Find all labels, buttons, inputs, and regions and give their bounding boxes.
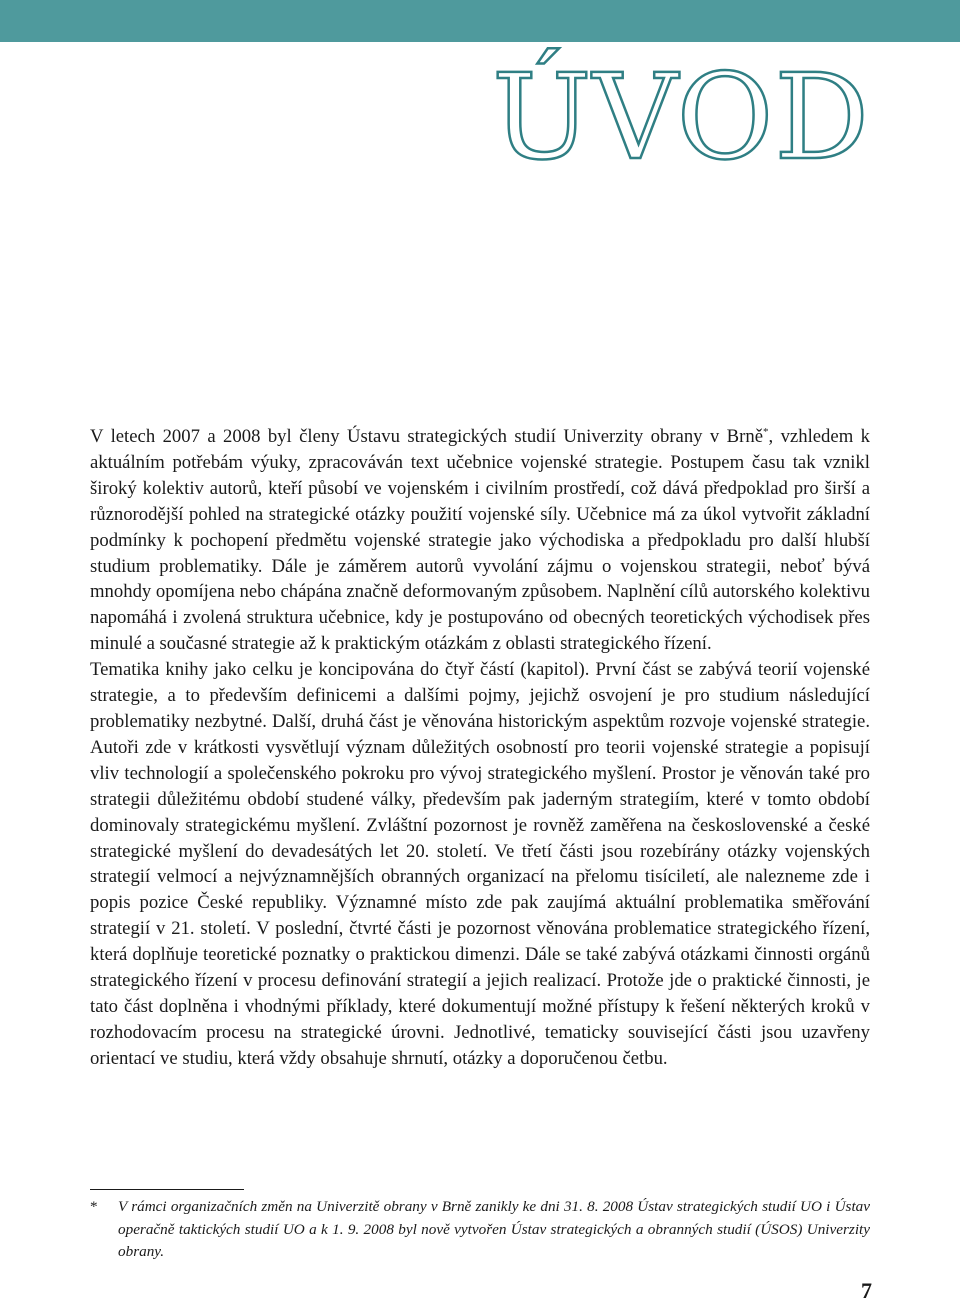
footnote-mark: * bbox=[90, 1198, 98, 1215]
chapter-body bbox=[90, 424, 870, 1072]
footnote-separator bbox=[90, 1189, 244, 1190]
footnote bbox=[90, 1196, 870, 1264]
footnote-text: V rámci organizačních změn na Univerzitě obrany v Brně zanikly ke dni 31. 8. 2008 Ústav strategických studií UO i Ústav operačně taktických studií UO a k 1. 9. 2008 byl nově vytvořen Ústav strategických a obranných studií (ÚSOS) Univerzity obrany. bbox=[118, 1198, 870, 1260]
header-color-bar bbox=[0, 0, 960, 42]
chapter-title: ÚVOD bbox=[492, 48, 870, 186]
page-number: 7 bbox=[861, 1278, 872, 1303]
paragraph-1 bbox=[90, 424, 870, 657]
paragraph-1-rest: , vzhledem k aktuálním potřebám výuky, zpracováván text učebnice vojenské strategie. Postupem času tak vznikl široký kolektiv autorů, kteří působí ve vojenském i civilním prostředí, což dává předpoklad pro širší a různorodější pohled na strategické otázky použití vojenské síly. Učebnice má za úkol vytvořit základní podmínky k pochopení předmětu vojenské strategie jako východiska a předpokladu pro další hlubší studium problematiky. Dále je záměrem autorů vyvolání zájmu o vojenskou strategii, neboť bývá mnohdy opomíjena nebo chápána značně deformovaným způsobem. Naplnění cílů autorského kolektivu napomáhá i zvolená struktura učebnice, kdy je postupováno od obecných teoretických východisek přes minulé a současné strategie až k praktickým otázkám z oblasti strategického řízení. bbox=[90, 426, 870, 655]
paragraph-2: Tematika knihy jako celku je koncipována do čtyř částí (kapitol). První část se zabývá teorií vojenské strategie, a to především definicemi a dalšími pojmy, jejichž osvojení je pro studium následující problematiky nezbytné. Další, druhá část je věnována historickým aspektům rozvoje vojenské strategie. Autoři zde v krátkosti vysvětlují význam důležitých osobností pro teorii vojenské strategie a popisují vliv technologií a společenského pokroku pro vývoj strategického myšlení. Prostor je věnován také pro strategii důležitému období studené války, především pak jaderným strategiím, které v tomto období dominovaly strategickému myšlení. Zvláštní pozornost je rovněž zaměřena na československé a české strategické myšlení do devadesátých let 20. století. Ve třetí části jsou rozebírány otázky vojenských strategií velmocí a nejvýznamnějších obranných organizací na přelomu tisíciletí, ale nalezneme zde i popis pozice České republiky. Významné místo zde pak zaujímá aktuální problematika směřování strategií v 21. století. V poslední, čtvrté části je pozornost věnována problematice strategického řízení, která doplňuje teoretické poznatky o praktickou dimenzi. Dále se také zabývá otázkami činnosti orgánů strategického řízení v procesu definování strategií a jejich realizací. Protože jde o praktické činnosti, je tato část doplněna i vhodnými příklady, které dokumentují možné přístupy k řešení některých kroků v rozhodovacím procesu na strategické úrovni. Jednotlivé, tematicky související části jsou uzavřeny orientací ve studiu, která vždy obsahuje shrnutí, otázky a doporučenou četbu. bbox=[90, 659, 870, 1069]
footnote-reference[interactable]: * bbox=[763, 425, 769, 438]
paragraph-1-start: V letech 2007 a 2008 byl členy Ústavu strategických studií Univerzity obrany v Brně bbox=[90, 426, 764, 447]
